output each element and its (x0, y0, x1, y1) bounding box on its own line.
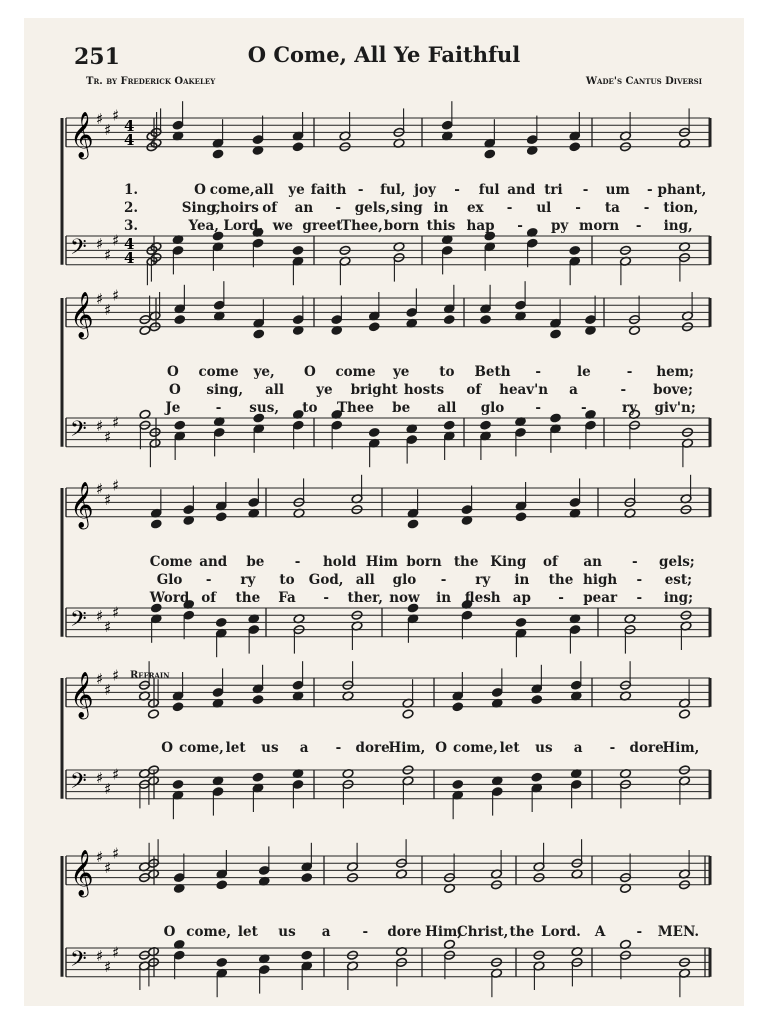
lyric-syllable: bove; (653, 382, 694, 398)
sharp-icon: ♯ (96, 769, 104, 788)
lyric-syllable: est; (664, 572, 693, 588)
quarter-note (550, 413, 562, 423)
lyric-syllable: Thee (336, 400, 375, 416)
quarter-note (443, 315, 455, 325)
lyric-syllable: ul (536, 200, 552, 216)
lyric-syllable: - (535, 400, 541, 416)
lyric-syllable: glo (392, 572, 417, 588)
lyric-syllable: sing, (206, 382, 244, 398)
sharp-icon: ♯ (104, 120, 112, 139)
lyric-syllable: us (535, 740, 553, 756)
lyric-syllable: of (543, 554, 558, 570)
lyric-syllable: - (581, 400, 587, 416)
lyric-syllable: py (550, 218, 569, 234)
quarter-note (172, 779, 184, 789)
quarter-note (443, 420, 455, 430)
sharp-icon: ♯ (112, 603, 120, 622)
lyric-syllable: Lord. (541, 924, 581, 940)
quarter-note (452, 779, 464, 789)
quarter-note (212, 149, 224, 159)
quarter-note (531, 772, 543, 782)
lyric-syllable: of (201, 590, 217, 606)
lyric-syllable: choirs (211, 200, 259, 216)
lyric-syllable: Yea, (188, 218, 220, 234)
hymn-title: O Come, All Ye Faithful (247, 42, 521, 67)
quarter-note (216, 880, 228, 890)
lyric-syllable: and (507, 182, 536, 198)
quarter-note (301, 873, 313, 883)
lyric-syllable: all (254, 182, 274, 198)
lyric-syllable: an (294, 200, 314, 216)
quarter-note (301, 950, 313, 960)
quarter-note (150, 519, 162, 529)
lyric-syllable: gels, (354, 200, 391, 216)
lyric-syllable: King (490, 554, 527, 570)
lyric-syllable: Him, (425, 924, 462, 940)
quarter-note (480, 315, 492, 325)
lyric-syllable: all (437, 400, 457, 416)
sharp-icon: ♯ (96, 480, 104, 498)
lyric-syllable: dore (387, 924, 422, 940)
lyric-syllable: ye (316, 382, 333, 398)
lyric-syllable: phant, (657, 182, 707, 198)
sharp-icon: ♯ (112, 765, 120, 784)
sharp-icon: ♯ (96, 947, 104, 966)
lyric-syllable: the (548, 572, 574, 588)
quarter-note (252, 695, 264, 705)
quarter-note (215, 512, 227, 522)
lyric-syllable: - (454, 182, 460, 198)
quarter-note (174, 420, 186, 430)
lyric-syllable: O (169, 382, 181, 398)
lyric-syllable: a (573, 740, 583, 756)
lyric-syllable: MEN. (657, 924, 700, 940)
lyric-syllable: God, (308, 572, 344, 588)
lyric-syllable: - (205, 572, 212, 588)
quarter-note (531, 695, 543, 705)
lyric-syllable: pear (583, 590, 618, 606)
half-note (402, 709, 414, 719)
verse-number: 1. (124, 182, 139, 198)
lyric-syllable: dore (629, 740, 664, 756)
lyric-syllable: A (594, 924, 606, 940)
lyric-syllable: the (453, 554, 479, 570)
lyric-syllable: the (235, 590, 261, 606)
lyric-syllable: of (262, 200, 278, 216)
lyric-syllable: come, (178, 740, 224, 756)
lyric-syllable: a (569, 382, 578, 398)
lyric-syllable: ry (240, 572, 256, 588)
lyric-syllable: O (303, 364, 316, 380)
lyric-syllable: morn (579, 218, 620, 234)
lyric-syllable: - (582, 182, 589, 198)
lyric-syllable: to (439, 364, 455, 380)
lyric-syllable: - (575, 200, 581, 216)
lyric-syllable: high (583, 572, 618, 588)
lyric-syllable: Word (149, 590, 190, 606)
lyric-syllable: come, (186, 924, 232, 940)
lyric-syllable: Beth (474, 364, 511, 380)
lyric-syllable: heav'n (499, 382, 549, 398)
quarter-note (452, 702, 464, 712)
lyric-syllable: - (323, 590, 329, 606)
quarter-note (216, 957, 228, 967)
lyric-syllable: now (389, 590, 420, 606)
lyric-syllable: the (509, 924, 535, 940)
lyric-syllable: ry (475, 572, 491, 588)
time-signature: 4 (124, 117, 135, 135)
quarter-note (407, 519, 419, 529)
lyric-syllable: bright (350, 382, 398, 398)
lyric-syllable: - (506, 200, 513, 216)
translator-credit: Tr. by Frederick Oakeley (86, 76, 216, 87)
lyric-syllable: come (198, 364, 239, 380)
lyric-syllable: us (261, 740, 279, 756)
lyric-syllable: to (279, 572, 295, 588)
sharp-icon: ♯ (96, 417, 104, 436)
quarter-note (215, 617, 227, 627)
treble-clef-icon: 𝄞 (70, 292, 94, 338)
quarter-note (368, 322, 380, 332)
sharp-icon: ♯ (104, 246, 112, 264)
lyric-syllable: - (335, 740, 342, 756)
sharp-icon: ♯ (104, 780, 112, 798)
lyric-syllable: in (436, 590, 452, 606)
lyric-syllable: born (406, 554, 442, 570)
lyric-syllable: be (246, 554, 265, 570)
lyric-syllable: and (199, 554, 228, 570)
lyric-syllable: in (514, 572, 530, 588)
lyric-syllable: let (225, 740, 246, 756)
sharp-icon: ♯ (112, 476, 120, 495)
lyric-syllable: - (643, 200, 650, 216)
lyric-syllable: we (272, 218, 293, 234)
quarter-note (569, 142, 581, 152)
lyric-syllable: - (636, 590, 643, 606)
hymn-page (24, 18, 744, 1006)
bass-clef-icon: 𝄢 (70, 607, 87, 637)
lyric-syllable: us (278, 924, 296, 940)
lyric-syllable: ther, (347, 590, 384, 606)
lyric-syllable: tion, (663, 200, 699, 216)
lyric-syllable: this (426, 218, 456, 234)
lyric-syllable: Him, (388, 740, 426, 756)
sharp-icon: ♯ (112, 231, 120, 250)
lyric-syllable: in (433, 200, 449, 216)
lyric-syllable: - (636, 924, 643, 940)
sharp-icon: ♯ (96, 110, 104, 128)
lyric-syllable: O (161, 740, 174, 756)
lyric-syllable: sing (390, 200, 423, 216)
lyric-syllable: Come (149, 554, 193, 570)
lyric-syllable: O (194, 182, 206, 198)
quarter-note (253, 329, 265, 339)
source-credit: Wade's Cantus Diversi (585, 76, 702, 87)
lyric-syllable: dore (355, 740, 390, 756)
sharp-icon: ♯ (112, 106, 120, 125)
lyric-syllable: - (647, 182, 653, 198)
lyric-syllable: ta (604, 200, 620, 216)
lyric-syllable: - (517, 218, 523, 234)
lyric-syllable: hosts (403, 382, 445, 398)
treble-clef-icon: 𝄞 (70, 112, 94, 158)
treble-clef-icon: 𝄞 (70, 672, 94, 718)
sharp-icon: ♯ (104, 428, 112, 446)
quarter-note (172, 702, 184, 712)
lyric-syllable: ex (466, 200, 484, 216)
verse-number: 2. (124, 200, 139, 216)
lyric-syllable: Glo (156, 572, 183, 588)
sharp-icon: ♯ (96, 290, 104, 308)
lyric-syllable: um (605, 182, 630, 198)
quarter-note (292, 245, 304, 255)
quarter-note (292, 142, 304, 152)
lyric-syllable: - (620, 382, 627, 398)
quarter-note (252, 772, 264, 782)
sharp-icon: ♯ (104, 958, 112, 976)
lyric-syllable: - (636, 572, 643, 588)
lyric-syllable: joy (414, 182, 436, 198)
quarter-note (515, 617, 527, 627)
time-signature: 4 (124, 249, 135, 267)
lyric-syllable: Fa (278, 590, 296, 606)
hymn-number: 251 (74, 44, 120, 70)
lyric-syllable: a (321, 924, 331, 940)
lyric-syllable: glo (480, 400, 505, 416)
lyric-syllable: greet (302, 218, 343, 234)
lyric-syllable: flesh (464, 590, 501, 606)
sharp-icon: ♯ (104, 618, 112, 636)
treble-clef-icon: 𝄞 (70, 850, 94, 896)
sharp-icon: ♯ (112, 286, 120, 305)
lyric-syllable: Sing, (181, 200, 221, 216)
lyric-syllable: come, (209, 182, 255, 198)
music-notation (24, 18, 744, 1006)
lyric-syllable: all (355, 572, 375, 588)
lyric-syllable: be (392, 400, 411, 416)
sharp-icon: ♯ (96, 607, 104, 626)
lyric-syllable: ye (288, 182, 305, 198)
lyric-syllable: born (383, 218, 420, 234)
bass-clef-icon: 𝄢 (70, 235, 87, 265)
time-signature: 4 (124, 131, 135, 149)
quarter-note (550, 329, 562, 339)
lyric-syllable: sus, (249, 400, 280, 416)
quarter-note (569, 245, 581, 255)
bass-clef-icon: 𝄢 (70, 769, 87, 799)
lyric-syllable: ful, (380, 182, 406, 198)
quarter-note (174, 315, 186, 325)
lyric-syllable: ye, (253, 364, 275, 380)
lyric-syllable: Him, (662, 740, 700, 756)
lyric-syllable: come, (452, 740, 498, 756)
lyric-syllable: Christ, (457, 924, 509, 940)
lyric-syllable: faith (310, 182, 347, 198)
lyric-syllable: - (626, 364, 633, 380)
verse-number: 3. (124, 218, 139, 234)
lyric-syllable: let (237, 924, 258, 940)
lyric-syllable: - (294, 554, 301, 570)
lyric-syllable: tri (544, 182, 563, 198)
lyric-syllable: - (609, 740, 616, 756)
lyric-syllable: ing, (663, 218, 693, 234)
lyric-syllable: - (215, 400, 222, 416)
bass-clef-icon: 𝄢 (70, 947, 87, 977)
sharp-icon: ♯ (112, 413, 120, 432)
lyric-syllable: O (435, 740, 448, 756)
lyric-syllable: of (466, 382, 482, 398)
lyric-syllable: a (299, 740, 309, 756)
lyric-syllable: an (583, 554, 602, 570)
lyric-syllable: - (631, 554, 638, 570)
sharp-icon: ♯ (96, 848, 104, 866)
half-note (679, 709, 691, 719)
lyric-syllable: O (163, 924, 176, 940)
sharp-icon: ♯ (96, 235, 104, 254)
lyric-syllable: hold (322, 554, 357, 570)
lyric-syllable: hap (466, 218, 495, 234)
sharp-icon: ♯ (104, 680, 112, 699)
lyric-syllable: giv'n; (654, 400, 696, 416)
lyric-syllable: - (362, 924, 369, 940)
time-signature: 4 (124, 235, 135, 253)
lyric-syllable: hem; (656, 364, 694, 380)
sharp-icon: ♯ (112, 666, 120, 685)
quarter-note (515, 512, 527, 522)
treble-clef-icon: 𝄞 (70, 482, 94, 528)
lyric-syllable: gels; (659, 554, 695, 570)
lyric-syllable: - (335, 200, 341, 216)
lyric-syllable: - (535, 364, 541, 380)
lyric-syllable: all (265, 382, 285, 398)
half-note (148, 709, 160, 719)
sharp-icon: ♯ (112, 943, 120, 962)
lyric-syllable: ing; (663, 590, 694, 606)
quarter-note (480, 420, 492, 430)
lyric-syllable: - (357, 182, 364, 198)
sharp-icon: ♯ (104, 490, 112, 509)
lyric-syllable: let (499, 740, 520, 756)
lyric-syllable: to (302, 400, 318, 416)
lyric-syllable: Thee, (341, 218, 383, 234)
quarter-note (368, 427, 380, 437)
sharp-icon: ♯ (96, 670, 104, 688)
lyric-syllable: ye (392, 364, 410, 380)
sharp-icon: ♯ (104, 858, 112, 877)
lyric-syllable: Lord, (223, 218, 264, 234)
lyric-syllable: O (166, 364, 179, 380)
lyric-syllable: ry (622, 400, 637, 416)
lyric-syllable: - (635, 218, 642, 234)
lyric-syllable: Him (365, 554, 398, 570)
lyric-syllable: ap (512, 590, 531, 606)
lyric-syllable: - (558, 590, 564, 606)
lyric-syllable: ful (478, 182, 500, 198)
sharp-icon: ♯ (112, 844, 120, 863)
bass-clef-icon: 𝄢 (70, 417, 87, 447)
sharp-icon: ♯ (104, 300, 112, 319)
quarter-note (484, 149, 496, 159)
lyric-syllable: Je (165, 400, 181, 416)
lyric-syllable: come (335, 364, 376, 380)
refrain-label: Refrain (130, 670, 170, 681)
lyric-syllable: le (576, 364, 591, 380)
lyric-syllable: - (440, 572, 447, 588)
